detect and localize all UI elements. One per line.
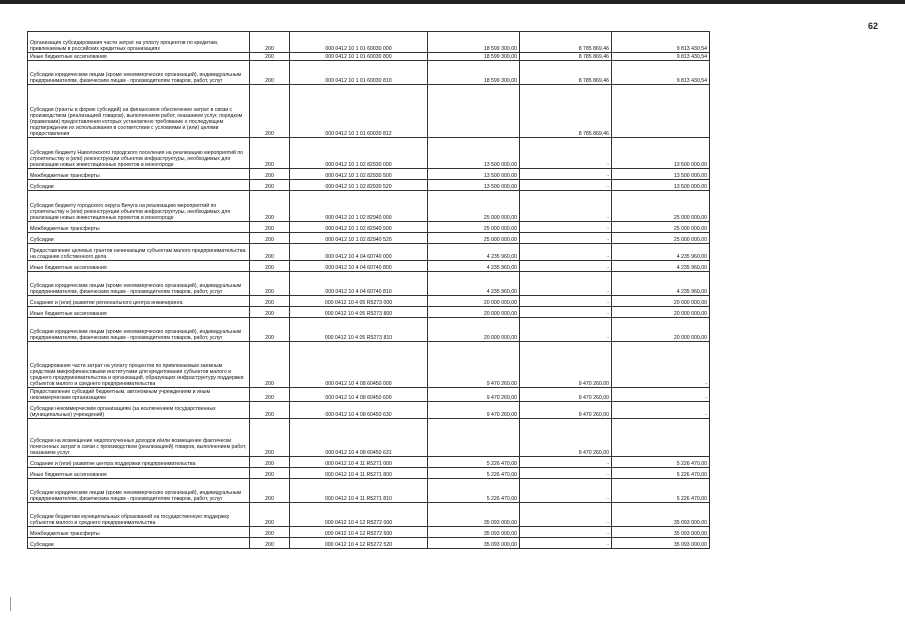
table-row — [28, 503, 710, 527]
row-amount-3-cell: 13 500 000,00 — [612, 169, 710, 180]
row-code-cell: 200 — [250, 180, 290, 191]
table-row — [28, 53, 710, 61]
row-amount-1-cell: 9 470 260,00 — [428, 402, 520, 419]
row-amount-3-cell: 4 235 960,00 — [612, 272, 710, 296]
table-row — [28, 233, 710, 244]
row-name-cell: Создание и (или) развитие регионального центра инжиниринга — [28, 296, 250, 307]
table-row — [28, 388, 710, 402]
row-amount-2-cell: 9 470 260,00 — [520, 388, 612, 402]
row-classification-cell: 000 0412 10 4 11 R5271 810 — [290, 479, 428, 503]
margin-mark — [10, 597, 11, 611]
row-amount-2-cell: - — [520, 538, 612, 549]
row-amount-2-cell: - — [520, 527, 612, 538]
row-code-cell: 200 — [250, 222, 290, 233]
row-amount-3-cell: 9 813 430,54 — [612, 32, 710, 53]
row-amount-3-cell — [612, 419, 710, 457]
row-classification-cell: 000 0412 10 1 02 82940 000 — [290, 191, 428, 222]
table-row — [28, 527, 710, 538]
table-row — [28, 244, 710, 261]
table-row — [28, 180, 710, 191]
row-code-cell: 200 — [250, 191, 290, 222]
budget-sheet — [27, 31, 709, 549]
row-classification-cell: 000 0412 10 1 02 82930 500 — [290, 169, 428, 180]
table-row — [28, 32, 710, 53]
row-amount-3-cell: 25 000 000,00 — [612, 191, 710, 222]
row-amount-3-cell: 4 235 960,00 — [612, 244, 710, 261]
row-code-cell: 200 — [250, 538, 290, 549]
row-name-cell: Субсидии на возмещение недополученных доходов и/или возмещение фактически понесенных затрат в связи с производством (реализацией) товаров, выполнением работ, оказанием услуг — [28, 419, 250, 457]
page-number: 62 — [868, 21, 879, 31]
row-name-cell: Субсидии юридическим лицам (кроме некоммерческих организаций), индивидуальным предпринимателям, физическим лицам - производителям товаров, работ, услуг — [28, 479, 250, 503]
row-classification-cell: 000 0412 10 4 12 R5272 000 — [290, 503, 428, 527]
row-amount-1-cell: 25 000 000,00 — [428, 233, 520, 244]
row-amount-1-cell: 18 599 300,00 — [428, 53, 520, 61]
row-amount-2-cell: 9 470 260,00 — [520, 402, 612, 419]
row-amount-1-cell: 4 235 960,00 — [428, 272, 520, 296]
table-row — [28, 222, 710, 233]
row-classification-cell: 000 0412 10 1 02 82930 520 — [290, 180, 428, 191]
row-amount-1-cell: 13 500 000,00 — [428, 180, 520, 191]
table-row — [28, 61, 710, 85]
row-amount-2-cell: 9 470 260,00 — [520, 419, 612, 457]
row-classification-cell: 000 0412 10 1 02 82940 520 — [290, 233, 428, 244]
row-amount-2-cell: - — [520, 457, 612, 468]
row-amount-1-cell: 20 000 000,00 — [428, 307, 520, 318]
row-classification-cell: 000 0412 10 1 01 60030 810 — [290, 61, 428, 85]
row-code-cell: 200 — [250, 402, 290, 419]
row-amount-3-cell — [612, 85, 710, 138]
row-name-cell: Иные бюджетные ассигнования — [28, 307, 250, 318]
row-code-cell: 200 — [250, 296, 290, 307]
row-amount-1-cell: 4 235 960,00 — [428, 244, 520, 261]
row-name-cell: Субсидирование части затрат на уплату процентов по привлекаемым заемным средствам микрофинансовыми институтами для кредитования субъектов малого и среднего предпринимательства и организаций, образующих инфраструктуру поддержки субъектов малого и среднего предпринимательства — [28, 342, 250, 388]
row-amount-3-cell: 9 813 430,54 — [612, 61, 710, 85]
row-name-cell: Создание и (или) развитие центра поддержки предпринимательства — [28, 457, 250, 468]
row-name-cell: Межбюджетные трансферты — [28, 222, 250, 233]
row-amount-2-cell: 8 785 869,46 — [520, 53, 612, 61]
row-amount-3-cell: 20 000 000,00 — [612, 318, 710, 342]
table-row — [28, 138, 710, 169]
row-amount-1-cell: 5 226 470,00 — [428, 457, 520, 468]
row-code-cell: 200 — [250, 233, 290, 244]
row-code-cell: 200 — [250, 32, 290, 53]
row-classification-cell: 000 0412 10 4 05 R5273 000 — [290, 296, 428, 307]
row-amount-3-cell: 35 093 000,00 — [612, 503, 710, 527]
row-code-cell: 200 — [250, 457, 290, 468]
table-row — [28, 169, 710, 180]
row-amount-3-cell: 5 226 470,00 — [612, 468, 710, 479]
row-amount-3-cell: 5 226 470,00 — [612, 479, 710, 503]
row-classification-cell: 000 0412 10 4 08 60450 000 — [290, 342, 428, 388]
row-amount-2-cell: - — [520, 468, 612, 479]
row-code-cell: 200 — [250, 261, 290, 272]
row-amount-2-cell: 8 785 869,46 — [520, 85, 612, 138]
row-code-cell: 200 — [250, 503, 290, 527]
row-classification-cell: 000 0412 10 1 01 60030 800 — [290, 53, 428, 61]
row-amount-3-cell: - — [612, 402, 710, 419]
row-classification-cell: 000 0412 10 1 01 60030 000 — [290, 32, 428, 53]
row-code-cell: 200 — [250, 307, 290, 318]
row-amount-3-cell: - — [612, 342, 710, 388]
row-amount-3-cell: 35 093 000,00 — [612, 538, 710, 549]
row-amount-2-cell: - — [520, 503, 612, 527]
row-name-cell: Субсидии — [28, 538, 250, 549]
row-name-cell: Предоставление субсидий бюджетным, автономным учреждениям и иным некоммерческим организациям — [28, 388, 250, 402]
row-classification-cell: 000 0412 10 4 11 R5271 000 — [290, 457, 428, 468]
row-classification-cell: 000 0412 10 4 12 R5272 500 — [290, 527, 428, 538]
row-classification-cell: 000 0412 10 4 04 60740 000 — [290, 244, 428, 261]
row-amount-3-cell: - — [612, 388, 710, 402]
row-amount-1-cell: 18 599 300,00 — [428, 32, 520, 53]
row-name-cell: Организация субсидирования части затрат на уплату процентов по кредитам, привлекаемым в российских кредитных организациях — [28, 32, 250, 53]
row-amount-1-cell: 35 093 000,00 — [428, 538, 520, 549]
row-classification-cell: 000 0412 10 4 08 60450 600 — [290, 388, 428, 402]
row-amount-1-cell: 20 000 000,00 — [428, 318, 520, 342]
row-amount-2-cell: 8 785 869,46 — [520, 32, 612, 53]
table-row — [28, 538, 710, 549]
row-amount-3-cell: 25 000 000,00 — [612, 222, 710, 233]
row-code-cell: 200 — [250, 318, 290, 342]
row-amount-3-cell: 20 000 000,00 — [612, 307, 710, 318]
row-amount-3-cell: 4 235 960,00 — [612, 261, 710, 272]
row-amount-1-cell: 25 000 000,00 — [428, 222, 520, 233]
row-classification-cell: 000 0412 10 1 02 82940 500 — [290, 222, 428, 233]
row-amount-1-cell: 5 226 470,00 — [428, 468, 520, 479]
table-row — [28, 457, 710, 468]
row-classification-cell: 000 0412 10 4 08 60450 631 — [290, 419, 428, 457]
row-amount-1-cell: 18 599 300,00 — [428, 61, 520, 85]
row-amount-2-cell: 9 470 260,00 — [520, 342, 612, 388]
row-name-cell: Предоставление целевых грантов начинающим субъектам малого предпринимательства на создание собственного дела — [28, 244, 250, 261]
row-amount-2-cell: - — [520, 244, 612, 261]
row-name-cell: Субсидии юридическим лицам (кроме некоммерческих организаций), индивидуальным предпринимателям, физическим лицам - производителям товаров, работ, услуг — [28, 61, 250, 85]
row-name-cell: Межбюджетные трансферты — [28, 169, 250, 180]
row-amount-3-cell: 35 093 000,00 — [612, 527, 710, 538]
row-amount-2-cell: - — [520, 191, 612, 222]
row-amount-3-cell: 25 000 000,00 — [612, 233, 710, 244]
budget-table — [27, 31, 710, 549]
row-amount-2-cell: - — [520, 272, 612, 296]
table-row — [28, 468, 710, 479]
row-code-cell: 200 — [250, 272, 290, 296]
row-amount-2-cell: - — [520, 318, 612, 342]
row-amount-1-cell: 25 000 000,00 — [428, 191, 520, 222]
row-amount-2-cell: 8 785 869,46 — [520, 61, 612, 85]
row-amount-2-cell: - — [520, 479, 612, 503]
row-amount-3-cell: 13 500 000,00 — [612, 180, 710, 191]
row-code-cell: 200 — [250, 244, 290, 261]
budget-table-body — [28, 32, 710, 549]
row-code-cell: 200 — [250, 61, 290, 85]
row-classification-cell: 000 0412 10 4 11 R5271 800 — [290, 468, 428, 479]
row-code-cell: 200 — [250, 53, 290, 61]
row-amount-1-cell: 9 470 260,00 — [428, 342, 520, 388]
row-classification-cell: 000 0412 10 4 12 R5272 520 — [290, 538, 428, 549]
row-code-cell: 200 — [250, 527, 290, 538]
row-amount-1-cell — [428, 85, 520, 138]
row-amount-2-cell: - — [520, 233, 612, 244]
row-amount-3-cell: 13 500 000,00 — [612, 138, 710, 169]
row-code-cell: 200 — [250, 138, 290, 169]
row-name-cell: Иные бюджетные ассигнования — [28, 468, 250, 479]
table-row — [28, 318, 710, 342]
row-name-cell: Субсидии — [28, 233, 250, 244]
row-name-cell: Субсидия бюджету Наволокского городского поселения на реализацию мероприятий по строительству и (или) реконструкции объектов инфраструктуры, необходимых для реализации новых инвестиционных проектов в моногороде — [28, 138, 250, 169]
row-code-cell: 200 — [250, 342, 290, 388]
table-row — [28, 307, 710, 318]
row-classification-cell: 000 0412 10 4 05 R5273 810 — [290, 318, 428, 342]
row-amount-3-cell: 20 000 000,00 — [612, 296, 710, 307]
table-row — [28, 85, 710, 138]
row-name-cell: Субсидии некоммерческим организациям (за исключением государственных (муниципальных) учреждений) — [28, 402, 250, 419]
row-amount-2-cell: - — [520, 307, 612, 318]
row-code-cell: 200 — [250, 85, 290, 138]
table-row — [28, 419, 710, 457]
table-row — [28, 272, 710, 296]
top-rule — [0, 0, 905, 4]
row-classification-cell: 000 0412 10 4 04 60740 810 — [290, 272, 428, 296]
table-row — [28, 402, 710, 419]
row-amount-1-cell — [428, 419, 520, 457]
row-classification-cell: 000 0412 10 4 08 60450 630 — [290, 402, 428, 419]
row-amount-1-cell: 20 000 000,00 — [428, 296, 520, 307]
row-classification-cell: 000 0412 10 4 04 60740 800 — [290, 261, 428, 272]
row-amount-3-cell: 5 226 470,00 — [612, 457, 710, 468]
row-amount-2-cell: - — [520, 180, 612, 191]
row-amount-1-cell: 13 500 000,00 — [428, 169, 520, 180]
row-amount-1-cell: 5 226 470,00 — [428, 479, 520, 503]
table-row — [28, 342, 710, 388]
row-classification-cell: 000 0412 10 4 05 R5273 800 — [290, 307, 428, 318]
row-classification-cell: 000 0412 10 1 01 60030 812 — [290, 85, 428, 138]
row-name-cell: Иные бюджетные ассигнования — [28, 53, 250, 61]
row-name-cell: Субсидии (гранты в форме субсидий) на финансовое обеспечение затрат в связи с производством (реализацией товаров), выполнением работ, оказанием услуг, порядком (правилами) предоставления которых установлено требование о последующем подтверждении их использования в соответствии с условиями и (или) целями предоставления — [28, 85, 250, 138]
row-code-cell: 200 — [250, 479, 290, 503]
row-amount-1-cell: 13 500 000,00 — [428, 138, 520, 169]
row-amount-1-cell: 9 470 260,00 — [428, 388, 520, 402]
row-amount-3-cell: 9 813 430,54 — [612, 53, 710, 61]
row-amount-1-cell: 35 093 000,00 — [428, 527, 520, 538]
row-name-cell: Субсидия бюджету городского округа Вичуга на реализацию мероприятий по строительству и (или) реконструкции объектов инфраструктуры, необходимых для реализации новых инвестиционных проектов в моногороде — [28, 191, 250, 222]
row-amount-1-cell: 35 093 000,00 — [428, 503, 520, 527]
row-amount-1-cell: 4 235 960,00 — [428, 261, 520, 272]
row-code-cell: 200 — [250, 169, 290, 180]
row-name-cell: Субсидии бюджетам муниципальных образований на государственную поддержку субъектов малого и среднего предпринимательства — [28, 503, 250, 527]
row-code-cell: 200 — [250, 388, 290, 402]
table-row — [28, 296, 710, 307]
row-amount-2-cell: - — [520, 296, 612, 307]
row-name-cell: Иные бюджетные ассигнования — [28, 261, 250, 272]
row-classification-cell: 000 0412 10 1 02 82930 000 — [290, 138, 428, 169]
table-row — [28, 191, 710, 222]
row-name-cell: Субсидии юридическим лицам (кроме некоммерческих организаций), индивидуальным предпринимателям, физическим лицам - производителям товаров, работ, услуг — [28, 318, 250, 342]
row-code-cell: 200 — [250, 419, 290, 457]
row-amount-2-cell: - — [520, 261, 612, 272]
row-name-cell: Субсидии — [28, 180, 250, 191]
table-row — [28, 261, 710, 272]
row-name-cell: Субсидии юридическим лицам (кроме некоммерческих организаций), индивидуальным предпринимателям, физическим лицам - производителям товаров, работ, услуг — [28, 272, 250, 296]
row-amount-2-cell: - — [520, 169, 612, 180]
row-amount-2-cell: - — [520, 138, 612, 169]
row-code-cell: 200 — [250, 468, 290, 479]
row-name-cell: Межбюджетные трансферты — [28, 527, 250, 538]
row-amount-2-cell: - — [520, 222, 612, 233]
table-row — [28, 479, 710, 503]
